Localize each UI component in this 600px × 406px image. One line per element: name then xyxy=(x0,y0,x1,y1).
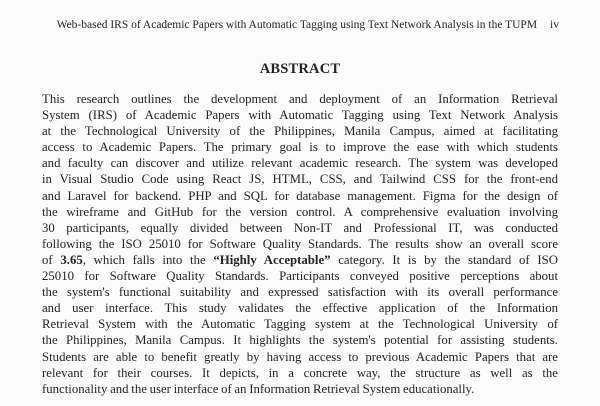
abstract-body xyxy=(42,91,558,397)
abstract-text-line: Retrieval System with the Automatic Tagging system at the Technological University of xyxy=(42,317,558,332)
abstract-text-line: Students are able to benefit greatly by having access to previous Academic Papers that are xyxy=(42,349,558,364)
abstract-text-line: access to Academic Papers. The primary goal is to improve the ease with which students xyxy=(42,140,558,155)
abstract-text-line: and user interface. This study validates the effective application of the Information xyxy=(42,301,558,316)
abstract-text-line: 30 participants, equally divided between Non-IT and Professional IT, was conducted xyxy=(42,220,558,235)
abstract-text-line: at the Technological University of the Philippines, Manila Campus, aimed at facilitating xyxy=(42,124,558,139)
abstract-heading: ABSTRACT xyxy=(259,61,341,77)
abstract-text-line: the wireframe and GitHub for the version control. A comprehensive evaluation involving xyxy=(42,204,558,219)
abstract-text-line: functionality and the user interface of an Information Retrieval System educationally. xyxy=(42,381,475,396)
abstract-text-line: following the ISO 25010 for Software Quality Standards. The results show an overall score xyxy=(42,236,558,251)
running-header-title: Web-based IRS of Academic Papers with Automatic Tagging using Text Network Analysis in the TUPM xyxy=(56,19,538,31)
running-header xyxy=(0,18,559,32)
abstract-text-line: and Laravel for backend. PHP and SQL for database management. Figma for the design of xyxy=(42,188,558,203)
abstract-text-line: the system's functional suitability and expressed satisfaction with its overall performance xyxy=(42,285,558,300)
abstract-text-line: of 3.65, which falls into the “Highly Acceptable” category. It is by the standard of ISO xyxy=(42,252,559,267)
abstract-text-line: and faculty can discover and utilize relevant academic research. The system was developed xyxy=(42,156,558,171)
abstract-text-line: 25010 for Software Quality Standards. Participants conveyed positive perceptions about xyxy=(42,269,558,284)
abstract-text-line: This research outlines the development and deployment of an Information Retrieval xyxy=(42,92,558,106)
abstract-text-line: System (IRS) of Academic Papers with Automatic Tagging using Text Network Analysis xyxy=(42,108,558,123)
abstract-text-line: the Philippines, Manila Campus. It highlights the system's potential for assisting students. xyxy=(42,333,558,348)
abstract-text-line: in Visual Studio Code using React JS, HTML, CSS, and Tailwind CSS for the front-end xyxy=(42,172,558,187)
abstract-text-line: relevant for their courses. It depicts, in a concrete way, the structure as well as the xyxy=(42,365,558,380)
page-number: iv xyxy=(550,19,559,31)
